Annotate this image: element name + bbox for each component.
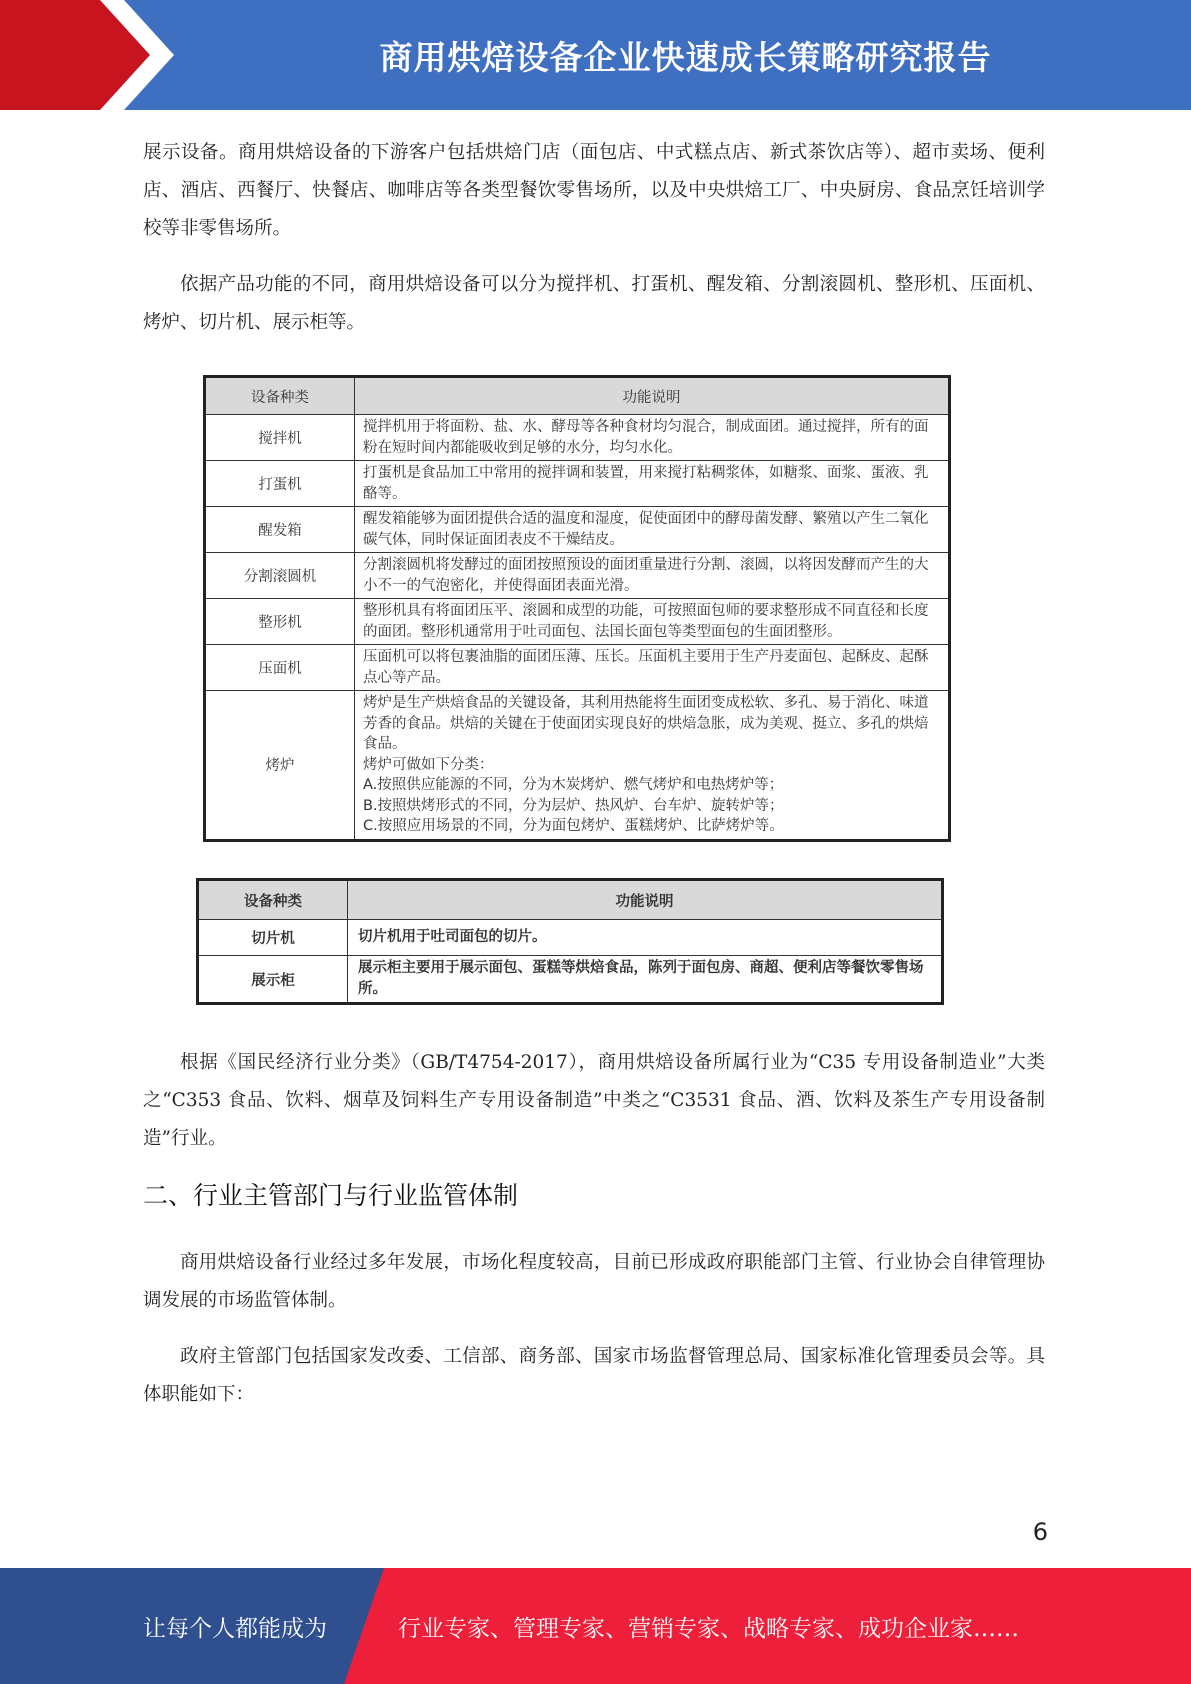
paragraph-government-departments: 政府主管部门包括国家发改委、工信部、商务部、国家市场监督管理总局、国家标准化管理委员会等。具体职能如下： bbox=[143, 1346, 1045, 1405]
column-header-function: 功能说明 bbox=[355, 377, 950, 415]
table-row bbox=[205, 645, 950, 691]
body-text-industry-classification bbox=[143, 1044, 1045, 1176]
page-number: 6 bbox=[1032, 1518, 1048, 1546]
equipment-name: 分割滚圆机 bbox=[205, 553, 355, 599]
oven-description-line: C.按照应用场景的不同，分为面包烤炉、蛋糕烤炉、比萨烤炉等。 bbox=[363, 818, 784, 834]
paragraph-industry-classification: 根据《国民经济行业分类》（GB/T4754-2017），商用烘焙设备所属行业为“C35 专用设备制造业”大类之“C353 食品、饮料、烟草及饲料生产专用设备制造”中类之“C3531 食品、酒、饮料及茶生产专用设备制造”行业。 bbox=[143, 1052, 1045, 1149]
equipment-description: 搅拌机用于将面粉、盐、水、酵母等各种食材均匀混合，制成面团。通过搅拌，所有的面粉在短时间内都能吸收到足够的水分，均匀水化。 bbox=[355, 415, 950, 461]
report-title: 商用烘焙设备企业快速成长策略研究报告 bbox=[379, 37, 992, 77]
equipment-name: 展示柜 bbox=[198, 956, 348, 1004]
equipment-description: 打蛋机是食品加工中常用的搅拌调和装置，用来搅打粘稠浆体，如糖浆、面浆、蛋液、乳酪等。 bbox=[355, 461, 950, 507]
paragraph-product-categories: 依据产品功能的不同，商用烘焙设备可以分为搅拌机、打蛋机、醒发箱、分割滚圆机、整形机、压面机、烤炉、切片机、展示柜等。 bbox=[143, 274, 1045, 333]
equipment-description: 整形机具有将面团压平、滚圆和成型的功能，可按照面包师的要求整形成不同直径和长度的面团。整形机通常用于吐司面包、法国长面包等类型面包的生面团整形。 bbox=[355, 599, 950, 645]
oven-description-line: A.按照供应能源的不同，分为木炭烤炉、燃气烤炉和电热烤炉等； bbox=[363, 777, 784, 793]
equipment-name: 烤炉 bbox=[205, 691, 355, 841]
oven-description-line: B.按照烘烤形式的不同，分为层炉、热风炉、台车炉、旋转炉等； bbox=[363, 797, 784, 814]
equipment-description: 分割滚圆机将发酵过的面团按照预设的面团重量进行分割、滚圆，以将因发酵而产生的大小不一的气泡密化，并使得面团表面光滑。 bbox=[355, 553, 950, 599]
equipment-function-table bbox=[203, 375, 951, 842]
column-header-type: 设备种类 bbox=[205, 377, 355, 415]
column-header-function: 功能说明 bbox=[348, 880, 943, 920]
page-footer bbox=[0, 1568, 1191, 1684]
paragraph-downstream-customers: 展示设备。商用烘焙设备的下游客户包括烘焙门店（面包店、中式糕点店、新式茶饮店等）、超市卖场、便利店、酒店、西餐厅、快餐店、咖啡店等各类型餐饮零售场所，以及中央烘焙工厂、中央厨房、食品烹饪培训学校等非零售场所。 bbox=[143, 142, 1045, 239]
body-text-regulation bbox=[143, 1244, 1045, 1432]
equipment-function-table-continued bbox=[196, 878, 944, 1005]
equipment-description bbox=[355, 691, 950, 841]
oven-description-line: 烤炉是生产烘焙食品的关键设备，其利用热能将生面团变成松软、多孔、易于消化、味道芳香的食品。烘焙的关键在于使面团实现良好的烘焙急胀，成为美观、挺立、多孔的烘焙食品。 bbox=[363, 695, 929, 752]
table-row bbox=[198, 956, 943, 1004]
equipment-description: 展示柜主要用于展示面包、蛋糕等烘焙食品，陈列于面包房、商超、便利店等餐饮零售场所。 bbox=[348, 956, 943, 1004]
equipment-description: 切片机用于吐司面包的切片。 bbox=[348, 920, 943, 956]
column-header-type: 设备种类 bbox=[198, 880, 348, 920]
footer-slogan-right: 行业专家、管理专家、营销专家、战略专家、成功企业家…… bbox=[398, 1615, 1019, 1642]
table-row bbox=[198, 920, 943, 956]
body-text-top bbox=[143, 134, 1045, 360]
equipment-description: 压面机可以将包裹油脂的面团压薄、压长。压面机主要用于生产丹麦面包、起酥皮、起酥点心等产品。 bbox=[355, 645, 950, 691]
equipment-name: 压面机 bbox=[205, 645, 355, 691]
equipment-name: 搅拌机 bbox=[205, 415, 355, 461]
equipment-name: 整形机 bbox=[205, 599, 355, 645]
equipment-name: 切片机 bbox=[198, 920, 348, 956]
table-row bbox=[205, 415, 950, 461]
equipment-name: 打蛋机 bbox=[205, 461, 355, 507]
table-row bbox=[205, 507, 950, 553]
table-header-row bbox=[198, 880, 943, 920]
table-row-oven bbox=[205, 691, 950, 841]
equipment-name: 醒发箱 bbox=[205, 507, 355, 553]
table-header-row bbox=[205, 377, 950, 415]
oven-description-line: 烤炉可做如下分类： bbox=[363, 756, 494, 773]
table-row bbox=[205, 553, 950, 599]
section-heading: 二、行业主管部门与行业监管体制 bbox=[143, 1181, 519, 1210]
paragraph-market-regulation: 商用烘焙设备行业经过多年发展，市场化程度较高，目前已形成政府职能部门主管、行业协会自律管理协调发展的市场监管体制。 bbox=[143, 1252, 1045, 1311]
equipment-description: 醒发箱能够为面团提供合适的温度和湿度，促使面团中的酵母菌发酵、繁殖以产生二氧化碳气体，同时保证面团表皮不干燥结皮。 bbox=[355, 507, 950, 553]
table-row bbox=[205, 461, 950, 507]
table-row bbox=[205, 599, 950, 645]
page-header bbox=[0, 0, 1191, 110]
footer-slogan-left: 让每个人都能成为 bbox=[143, 1615, 327, 1642]
